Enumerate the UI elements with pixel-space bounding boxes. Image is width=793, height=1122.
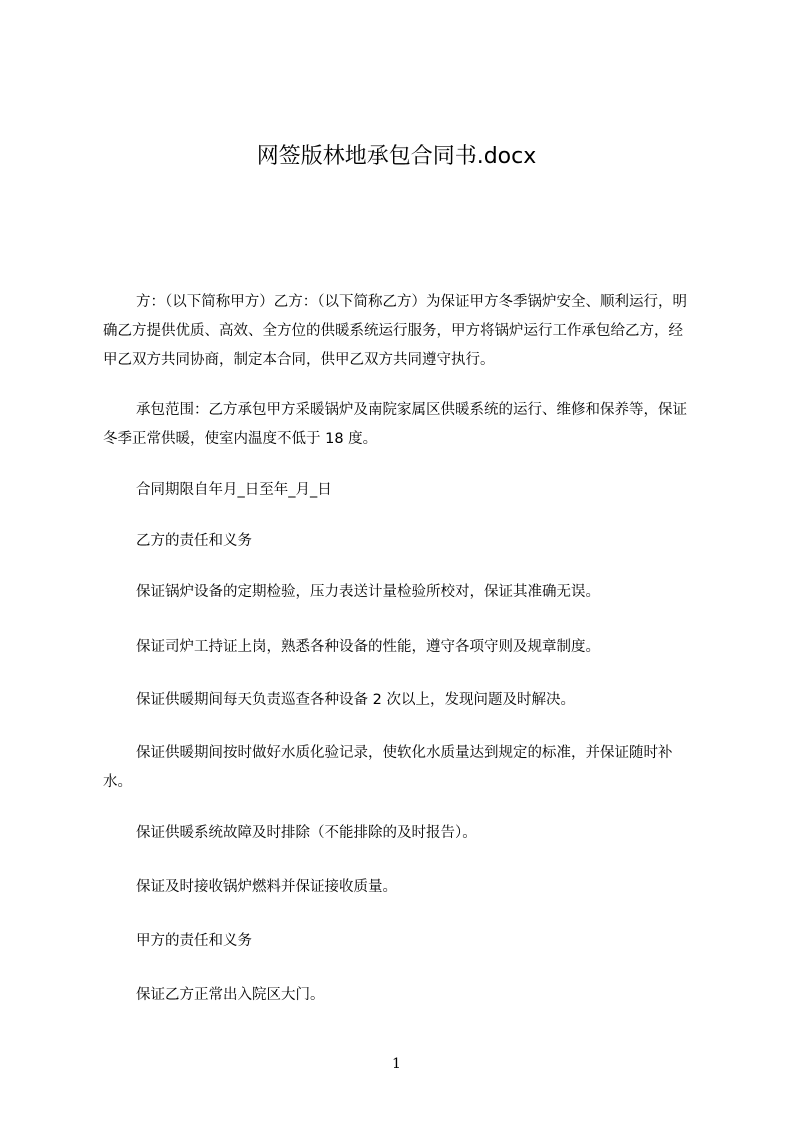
party-b-duty-item: 保证供暖系统故障及时排除（不能排除的及时报告）。 xyxy=(136,825,477,841)
party-a-duties-heading: 甲方的责任和义务 xyxy=(136,933,252,949)
term-paragraph: 合同期限自年月_日至年_月_日 xyxy=(136,482,332,498)
scope-paragraph: 承包范围：乙方承包甲方采暖锅炉及南院家属区供暖系统的运行、维修和保养等，保证冬季正常供暖，使室内温度不低于 18 度。 xyxy=(103,402,687,447)
party-b-duty-item: 保证锅炉设备的定期检验，压力表送计量检验所校对，保证其准确无误。 xyxy=(136,584,600,600)
party-b-duty-item: 保证供暖期间按时做好水质化验记录，使软化水质量达到规定的标准，并保证随时补水。 xyxy=(103,745,673,790)
page-number: 1 xyxy=(392,1056,401,1072)
intro-paragraph: 方：（以下简称甲方）乙方：（以下简称乙方）为保证甲方冬季锅炉安全、顺利运行，明确乙方提供优质、高效、全方位的供暖系统运行服务，甲方将锅炉运行工作承包给乙方，经甲乙双方共同协商，制定本合同，供甲乙双方共同遵守执行。 xyxy=(103,294,687,368)
party-b-duty-item: 保证及时接收锅炉燃料并保证接收质量。 xyxy=(136,879,397,895)
party-b-duty-item: 保证供暖期间每天负责巡查各种设备 2 次以上，发现问题及时解决。 xyxy=(136,692,575,708)
party-b-duties-heading: 乙方的责任和义务 xyxy=(136,533,252,549)
party-a-duty-item: 保证乙方正常出入院区大门。 xyxy=(136,987,325,1003)
document-title: 网签版林地承包合同书.docx xyxy=(256,144,537,169)
party-b-duty-item: 保证司炉工持证上岗，熟悉各种设备的性能，遵守各项守则及规章制度。 xyxy=(136,639,600,655)
